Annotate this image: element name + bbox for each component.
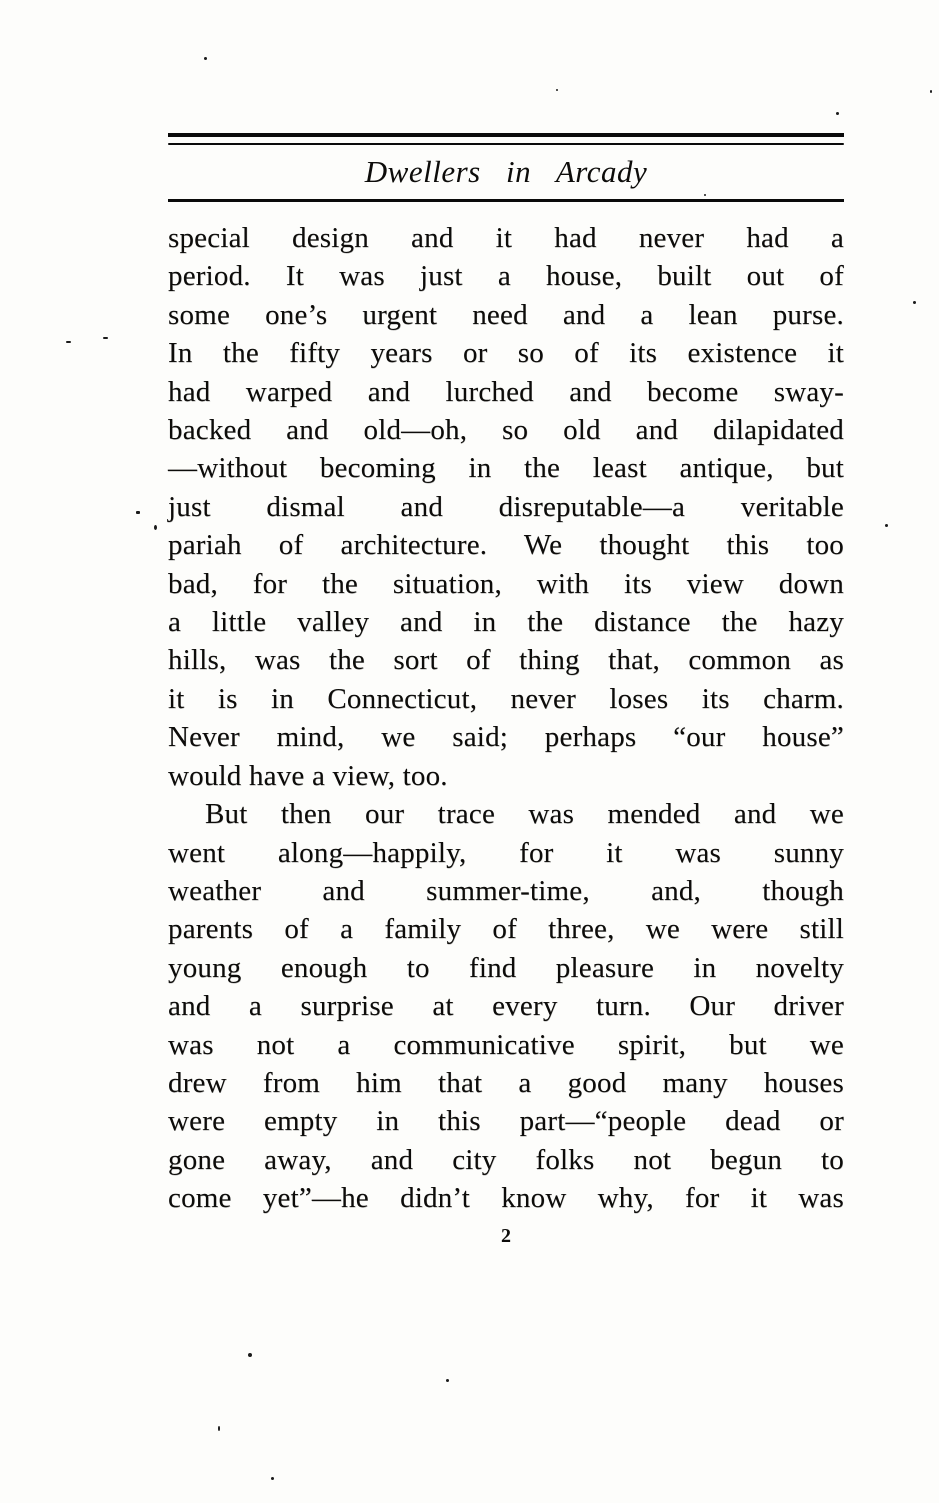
scan-speck bbox=[446, 1379, 449, 1382]
scan-speck bbox=[556, 89, 558, 91]
scan-speck bbox=[204, 57, 207, 60]
text-line: —without becoming in the least antique, but bbox=[168, 452, 844, 485]
text-line: had warped and lurched and become sway- bbox=[168, 375, 844, 408]
text-line: was not a communicative spirit, but we bbox=[168, 1028, 844, 1061]
scan-speck bbox=[136, 511, 140, 514]
running-head-title: Dwellers in Arcady bbox=[364, 154, 648, 189]
scan-speck bbox=[218, 1426, 220, 1431]
text-line: period. It was just a house, built out of bbox=[168, 260, 844, 293]
text-line: special design and it had never had a bbox=[168, 222, 844, 254]
text-line: a little valley and in the distance the hazy bbox=[168, 606, 844, 639]
scan-speck bbox=[704, 194, 706, 196]
text-line: Never mind, we said; perhaps “our house” bbox=[168, 721, 844, 754]
header-rule-thick bbox=[168, 133, 844, 137]
text-line: come yet”—he didn’t know why, for it was bbox=[168, 1182, 844, 1215]
header-rule-thin bbox=[168, 143, 844, 145]
text-line: were empty in this part—“people dead or bbox=[168, 1105, 844, 1138]
text-line: hills, was the sort of thing that, common as bbox=[168, 644, 844, 677]
text-line: young enough to find pleasure in novelty bbox=[168, 951, 844, 984]
scan-speck bbox=[836, 112, 839, 115]
text-line: just dismal and disreputable—a veritable bbox=[168, 490, 844, 523]
text-line: parents of a family of three, we were still bbox=[168, 913, 844, 946]
text-line: backed and old—oh, so old and dilapidated bbox=[168, 414, 844, 447]
text-line: weather and summer-time, and, though bbox=[168, 874, 844, 907]
text-line: drew from him that a good many houses bbox=[168, 1066, 844, 1099]
text-line: and a surprise at every turn. Our driver bbox=[168, 990, 844, 1023]
scan-speck bbox=[271, 1477, 274, 1480]
scan-speck bbox=[154, 525, 157, 530]
scan-speck bbox=[66, 341, 71, 343]
body-text bbox=[168, 219, 844, 1218]
text-line: went along—happily, for it was sunny bbox=[168, 836, 844, 869]
text-line: gone away, and city folks not begun to bbox=[168, 1143, 844, 1176]
scan-speck bbox=[930, 90, 932, 93]
scan-speck bbox=[103, 337, 108, 339]
scan-speck bbox=[885, 524, 888, 527]
text-line: would have a view, too. bbox=[168, 759, 448, 792]
text-line: bad, for the situation, with its view down bbox=[168, 567, 844, 600]
text-line: it is in Connecticut, never loses its charm. bbox=[168, 682, 844, 715]
page-number: 2 bbox=[501, 1225, 511, 1247]
text-line: some one’s urgent need and a lean purse. bbox=[168, 298, 844, 331]
text-line: But then our trace was mended and we bbox=[205, 798, 844, 831]
text-line: pariah of architecture. We thought this too bbox=[168, 529, 844, 562]
scan-speck bbox=[248, 1353, 252, 1357]
text-line: In the fifty years or so of its existence it bbox=[168, 337, 844, 370]
header-rule-under bbox=[168, 199, 844, 202]
scan-speck bbox=[913, 301, 916, 304]
